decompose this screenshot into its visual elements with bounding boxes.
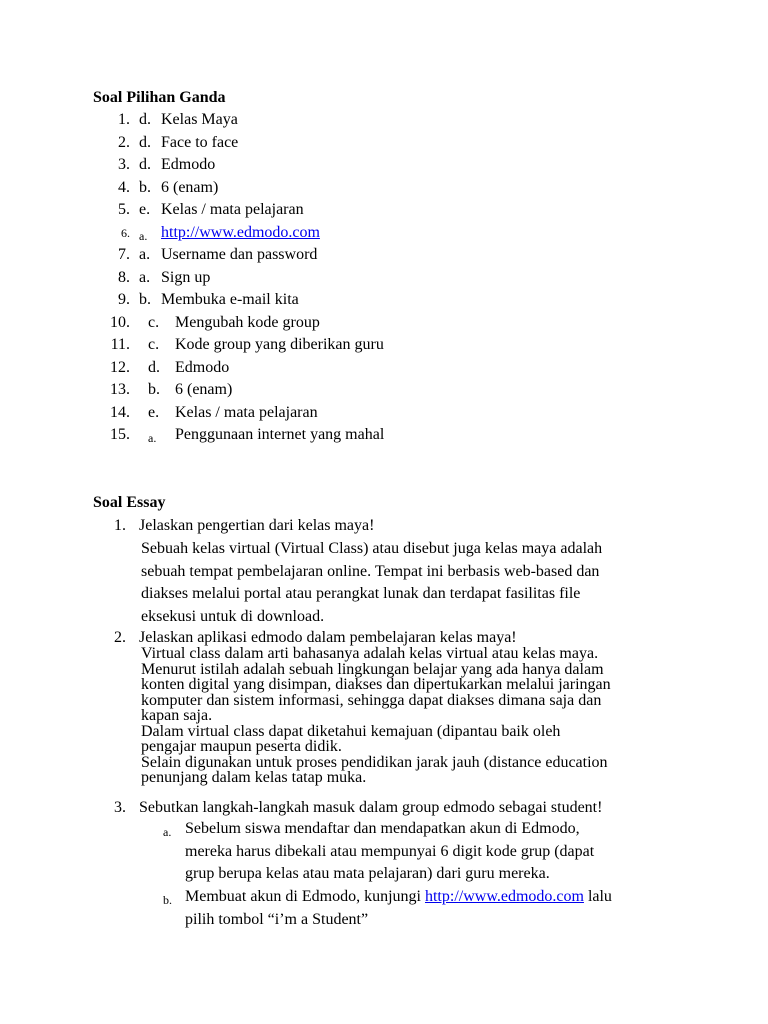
answer-letter: d.	[139, 133, 151, 151]
essay-q3-question: Sebutkan langkah-langkah masuk dalam group edmodo sebagai student!	[139, 799, 603, 816]
answer-text: Face to face	[161, 133, 239, 151]
list-item	[0, 177, 768, 200]
list-item	[0, 222, 768, 245]
answer-text: Kelas Maya	[161, 111, 238, 128]
answer-text: Edmodo	[175, 358, 230, 376]
answer-line: komputer dan sistem informasi, sehingga dapat diakses dimana saja dan	[141, 691, 602, 709]
answer-line: penunjang dalam kelas tatap muka.	[141, 769, 367, 786]
edmodo-link[interactable]: http://www.edmodo.com	[424, 888, 584, 905]
list-item	[0, 154, 768, 177]
answer-letter: b.	[148, 381, 160, 398]
list-item	[0, 244, 768, 267]
answer-line: eksekusi untuk di download.	[141, 607, 325, 625]
answer-text: Username dan password	[161, 246, 318, 263]
answer-letter: e.	[139, 201, 151, 218]
list-item	[0, 109, 768, 132]
list-item	[0, 357, 768, 380]
answer-letter: d.	[148, 358, 160, 376]
item-number: 7.	[118, 246, 130, 263]
answer-line: pilih tombol “i’m a Student”	[185, 910, 369, 928]
answer-letter: e.	[148, 403, 160, 421]
list-item	[0, 132, 768, 155]
answer-line: Menurut istilah adalah sebuah lingkungan belajar yang ada hanya dalam	[141, 660, 604, 678]
item-number: 11.	[110, 336, 130, 353]
answer-link[interactable]: http://www.edmodo.com	[161, 223, 320, 241]
answer-line: pengajar maupun peserta didik.	[141, 738, 342, 755]
answer-text: 6 (enam)	[175, 381, 233, 398]
answer-text: Sign up	[161, 268, 211, 286]
essay-q2-number: 2.	[114, 629, 126, 646]
section-title-essay: Soal Essay	[93, 494, 166, 511]
answer-letter: c.	[148, 313, 160, 331]
list-item	[0, 199, 768, 222]
item-number: 10.	[110, 313, 130, 331]
list-item	[0, 312, 768, 335]
answer-text: Membuka e-mail kita	[161, 291, 299, 308]
answer-text: Mengubah kode group	[175, 313, 320, 331]
essay-q1-question: Jelaskan pengertian dari kelas maya!	[139, 517, 375, 534]
section-title-multiple-choice: Soal Pilihan Ganda	[93, 89, 226, 106]
answer-line: mereka harus dibekali atau mempunyai 6 digit kode grup (dapat	[185, 842, 595, 860]
list-item	[0, 424, 768, 447]
answer-line	[185, 886, 685, 909]
answer-letter: b.	[139, 291, 151, 308]
item-number: 1.	[118, 111, 130, 128]
answer-text: Kode group yang diberikan guru	[175, 336, 384, 353]
answer-line: Selain digunakan untuk proses pendidikan jarak jauh (distance education	[141, 753, 608, 771]
item-number: 5.	[118, 201, 130, 218]
item-number: 3.	[118, 156, 130, 173]
answer-line: Sebelum siswa mendaftar dan mendapatkan akun di Edmodo,	[185, 820, 580, 837]
answer-letter: a.	[139, 246, 151, 263]
list-item	[0, 402, 768, 425]
item-number: 13.	[110, 381, 130, 398]
answer-letter: a.	[139, 228, 148, 243]
item-number: 8.	[118, 268, 130, 286]
answer-text: 6 (enam)	[161, 178, 219, 196]
item-number: 9.	[118, 291, 130, 308]
essay-q3-number: 3.	[114, 799, 126, 816]
answer-letter: d.	[139, 111, 151, 128]
answer-line: Virtual class dalam arti bahasanya adalah kelas virtual atau kelas maya.	[141, 645, 599, 662]
list-item	[0, 379, 768, 402]
answer-text: Edmodo	[161, 156, 216, 173]
answer-line: sebuah tempat pembelajaran online. Tempat ini berbasis web-based dan	[141, 562, 600, 580]
answer-letter: d.	[139, 156, 151, 173]
answer-letter: c.	[148, 336, 160, 353]
essay-q3-sub-b-text	[185, 886, 685, 931]
essay-q2-answer	[141, 646, 681, 786]
answer-line: konten digital yang disimpan, diakses dan dipertukarkan melalui jaringan	[141, 676, 611, 693]
item-number: 15.	[110, 426, 130, 443]
essay-q1-number: 1.	[114, 517, 126, 534]
list-item	[0, 267, 768, 290]
essay-q1-answer	[141, 538, 681, 628]
answer-text: Kelas / mata pelajaran	[161, 201, 304, 218]
item-number: 2.	[118, 133, 130, 151]
essay-q2-question: Jelaskan aplikasi edmodo dalam pembelajaran kelas maya!	[139, 629, 517, 646]
answer-line: Sebuah kelas virtual (Virtual Class) atau disebut juga kelas maya adalah	[141, 540, 603, 557]
answer-line: grup berupa kelas atau mata pelajaran) dari guru mereka.	[185, 865, 550, 882]
item-number: 12.	[110, 358, 130, 376]
answer-line: kapan saja.	[141, 707, 213, 724]
item-number: 4.	[118, 178, 130, 196]
answer-letter: a.	[139, 268, 151, 286]
answer-letter: b.	[139, 178, 151, 196]
item-number: 14.	[110, 403, 130, 421]
answer-line: diakses melalui portal atau perangkat lunak dan terdapat fasilitas file	[141, 585, 581, 602]
item-number: 6.	[121, 225, 130, 240]
sub-b-text-after: lalu	[583, 888, 612, 905]
answer-text: Kelas / mata pelajaran	[175, 403, 318, 421]
multiple-choice-answer-list	[0, 109, 768, 447]
list-item	[0, 334, 768, 357]
answer-line: Dalam virtual class dapat diketahui kemajuan (dipantau baik oleh	[141, 722, 561, 740]
answer-letter: a.	[148, 431, 157, 445]
essay-q3-sub-a-text	[185, 818, 685, 886]
sub-b-text-before: Membuat akun di Edmodo, kunjungi	[185, 888, 425, 905]
essay-q3-sub-a-letter: a.	[163, 825, 172, 839]
list-item	[0, 289, 768, 312]
answer-text: Penggunaan internet yang mahal	[175, 426, 385, 443]
essay-q3-sub-b-letter: b.	[163, 893, 172, 907]
